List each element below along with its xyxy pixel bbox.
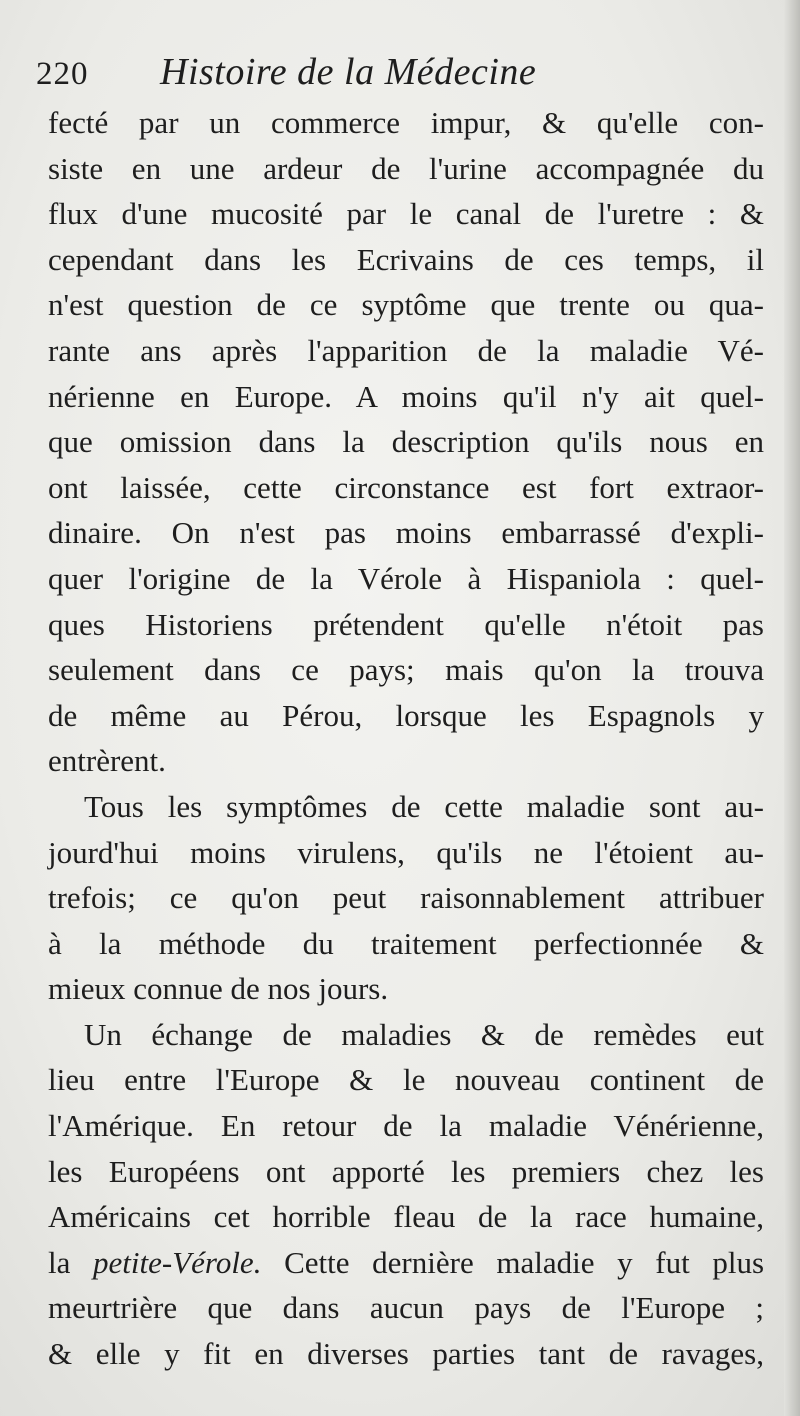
italic-term: petite-Vérole.	[93, 1244, 262, 1280]
text-line: l'Amérique. En retour de la maladie Vénérienne,	[48, 1108, 764, 1144]
text-line: dinaire. On n'est pas moins embarrassé d'expli-	[48, 515, 764, 551]
text-line-mixed	[48, 1240, 764, 1286]
text-line: de même au Pérou, lorsque les Espagnols y	[48, 697, 764, 733]
text-line: à la méthode du traitement perfectionnée &	[48, 925, 764, 961]
text-segment: la	[48, 1244, 94, 1280]
text-line: lieu entre l'Europe & le nouveau continent de	[48, 1062, 764, 1098]
running-header	[36, 50, 676, 102]
paragraph	[48, 784, 764, 1012]
text-line: entrèrent.	[48, 743, 166, 779]
text-line: flux d'une mucosité par le canal de l'uretre : &	[48, 196, 764, 232]
text-line: nérienne en Europe. A moins qu'il n'y ait quel-	[48, 378, 764, 414]
text-line: ques Historiens prétendent qu'elle n'étoit pas	[48, 606, 764, 642]
text-line: Un échange de maladies & de remèdes eut	[84, 1016, 764, 1052]
page-number: 220	[36, 56, 89, 92]
paragraph	[48, 1012, 764, 1377]
text-line: jourd'hui moins virulens, qu'ils ne l'étoient au-	[48, 834, 764, 870]
text-line: que omission dans la description qu'ils nous en	[48, 424, 764, 460]
text-line: & elle y fit en diverses parties tant de ravages,	[48, 1336, 764, 1372]
body-text	[48, 100, 764, 1377]
text-line: Tous les symptômes de cette maladie sont au-	[84, 788, 764, 824]
text-line: rante ans après l'apparition de la maladie Vé-	[48, 332, 764, 368]
text-line: quer l'origine de la Vérole à Hispaniola : quel-	[48, 560, 764, 596]
text-line: mieux connue de nos jours.	[48, 971, 389, 1007]
text-line: siste en une ardeur de l'urine accompagnée du	[48, 150, 764, 186]
text-line: les Européens ont apporté les premiers chez les	[48, 1153, 764, 1189]
page-edge-shadow	[784, 0, 800, 1416]
text-line: trefois; ce qu'on peut raisonnablement attribuer	[48, 880, 764, 916]
text-line: cependant dans les Ecrivains de ces temps, il	[48, 241, 764, 277]
text-line: ont laissée, cette circonstance est fort extraor-	[48, 469, 764, 505]
text-line: meurtrière que dans aucun pays de l'Europe ;	[48, 1290, 764, 1326]
text-line: n'est question de ce syptôme que trente ou qua-	[48, 287, 764, 323]
running-title: Histoire de la Médecine	[160, 51, 537, 93]
paragraph	[48, 100, 764, 784]
text-line: Américains cet horrible fleau de la race humaine,	[48, 1199, 764, 1235]
text-line: fecté par un commerce impur, & qu'elle con-	[48, 105, 764, 140]
text-segment: Cette dernière maladie y fut plus	[261, 1244, 765, 1280]
text-line: seulement dans ce pays; mais qu'on la trouva	[48, 652, 764, 688]
